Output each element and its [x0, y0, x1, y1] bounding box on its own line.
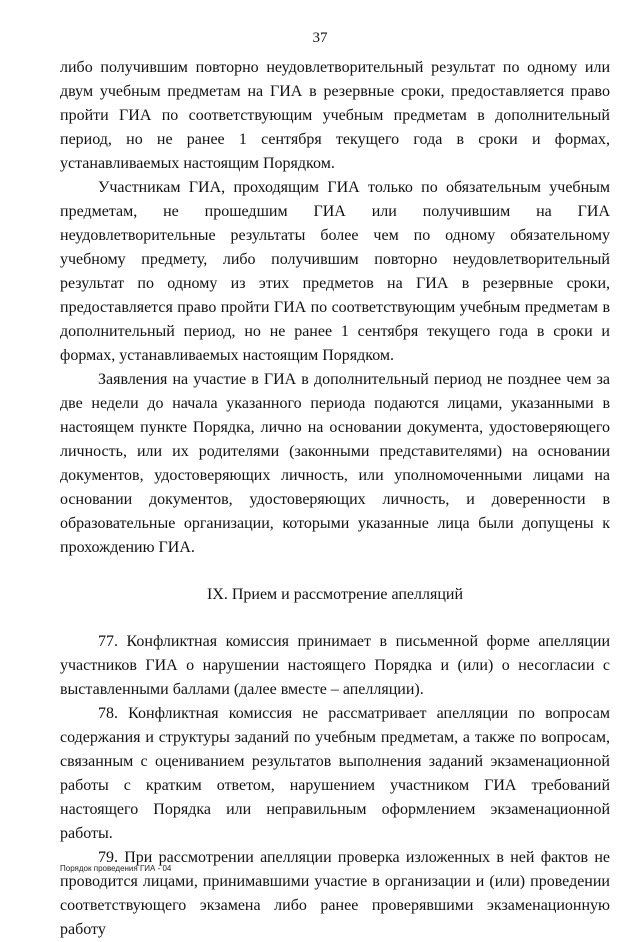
paragraph-77: 77. Конфликтная комиссия принимает в письменной форме апелляции участников ГИА о нарушении настоящего Порядка и (или) о несогласии с выставленными баллами (далее вместе – апелляции).	[60, 633, 610, 698]
paragraph-applications: Заявления на участие в ГИА в дополнительный период не позднее чем за две недели до начала указанного периода подаются лицами, указанными в настоящем пункте Порядка, лично на основании документа, удостоверяющего личность, или их родителями (законными представителями) на основании документов, удостоверяющих личность, или уполномоченными лицами на основании документов, удостоверяющих личность, и доверенности в образовательные организации, которыми указанные лица были допущены к прохождению ГИА.	[60, 371, 610, 556]
document-body	[60, 56, 610, 942]
paragraph-78: 78. Конфликтная комиссия не рассматривает апелляции по вопросам содержания и структуры заданий по учебным предметам, а также по вопросам, связанным с оцениванием результатов выполнения заданий экзаменационной работы с кратким ответом, нарушением участником ГИА требований настоящего Порядка или неправильным оформлением экзаменационной работы.	[60, 705, 610, 842]
paragraph-participants-obligatory: Участникам ГИА, проходящим ГИА только по обязательным учебным предметам, не прошедшим ГИА или получившим на ГИА неудовлетворительные результаты более чем по одному обязательному учебному предмету, либо получившим повторно неудовлетворительный результат по одному из этих предметов на ГИА в резервные сроки, предоставляется право пройти ГИА по соответствующим учебным предметам в дополнительный период, но не ранее 1 сентября текущего года в сроки и формах, устанавливаемых настоящим Порядком.	[60, 179, 610, 364]
page-footer: Порядок проведения ГИА - 04	[60, 864, 172, 873]
section-heading: IX. Прием и рассмотрение апелляций	[206, 586, 464, 603]
paragraph-continuation: либо получившим повторно неудовлетворительный результат по одному или двум учебным предметам на ГИА в резервные сроки, предоставляется право пройти ГИА по соответствующим учебным предметам в дополнительный период, но не ранее 1 сентября текущего года в сроки и формах, устанавливаемых настоящим Порядком.	[60, 59, 610, 172]
page-number: 37	[312, 30, 328, 46]
paragraph-79: 79. При рассмотрении апелляции проверка изложенных в ней фактов не проводится лицами, принимавшими участие в организации и (или) проведении соответствующего экзамена либо ранее проверявшими экзаменационную работу	[60, 849, 610, 938]
